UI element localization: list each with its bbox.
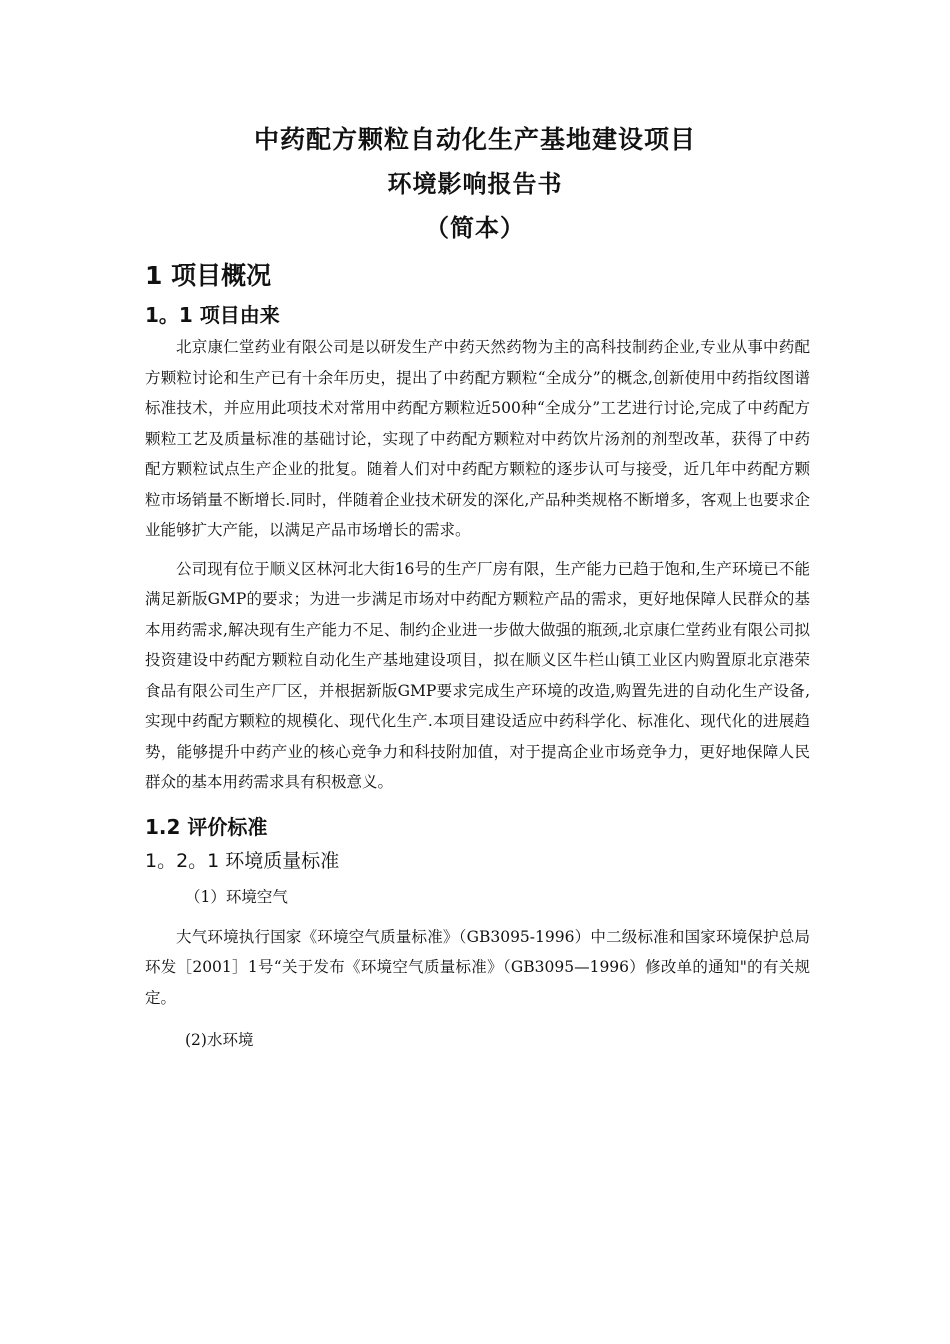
item-label-water-environment: (2)水环境 [185, 1031, 254, 1049]
paragraph-ambient-air: 大气环境执行国家《环境空气质量标准》（GB3095-1996）中二级标准和国家环境保护总局环发［2001］1号“关于发布《环境空气质量标准》（GB3095—1996）修改单的通知"的有关规定。 [145, 927, 810, 1007]
paragraph-origin-1: 北京康仁堂药业有限公司是以研发生产中药天然药物为主的高科技制药企业,专业从事中药配方颗粒讨论和生产已有十余年历史，提出了中药配方颗粒“全成分”的概念,创新使用中药指纹图谱标准技术，并应用此项技术对常用中药配方颗粒近500种“全成分”工艺进行讨论,完成了中药配方颗粒工艺及质量标准的基础讨论，实现了中药配方颗粒对中药饮片汤剂的剂型改革，获得了中药配方颗粒试点生产企业的批复。随着人们对中药配方颗粒的逐步认可与接受，近几年中药配方颗粒市场销量不断增长.同时，伴随着企业技术研发的深化,产品种类规格不断增多，客观上也要求企业能够扩大产能，以满足产品市场增长的需求。 [145, 338, 810, 539]
subsubsection-heading-quality-standards: 1。2。1 环境质量标准 [145, 849, 340, 872]
section-heading-project-overview: 1 项目概况 [145, 261, 272, 290]
subsection-heading-evaluation-standards: 1.2 评价标准 [145, 814, 268, 839]
paragraph-origin-2: 公司现有位于顺义区林河北大街16号的生产厂房有限，生产能力已趋于饱和,生产环境已不能满足新版GMP的要求；为进一步满足市场对中药配方颗粒产品的需求，更好地保障人民群众的基本用药需求,解决现有生产能力不足、制约企业进一步做大做强的瓶颈,北京康仁堂药业有限公司拟投资建设中药配方颗粒自动化生产基地建设项目，拟在顺义区牛栏山镇工业区内购置原北京港荣食品有限公司生产厂区，并根据新版GMP要求完成生产环境的改造,购置先进的自动化生产设备,实现中药配方颗粒的规模化、现代化生产.本项目建设适应中药科学化、标准化、现代化的进展趋势，能够提升中药产业的核心竞争力和科技附加值，对于提高企业市场竞争力，更好地保障人民群众的基本用药需求具有积极意义。 [145, 559, 810, 791]
document-body [145, 256, 810, 1065]
document-subtitle: 环境影响报告书 [387, 170, 563, 198]
subsection-heading-project-origin: 1。1 项目由来 [145, 303, 280, 327]
document-edition-note: （简本） [425, 214, 525, 242]
item-label-ambient-air: （1）环境空气 [185, 887, 288, 906]
title-block [0, 118, 950, 250]
document-title: 中药配方颗粒自动化生产基地建设项目 [253, 125, 696, 154]
